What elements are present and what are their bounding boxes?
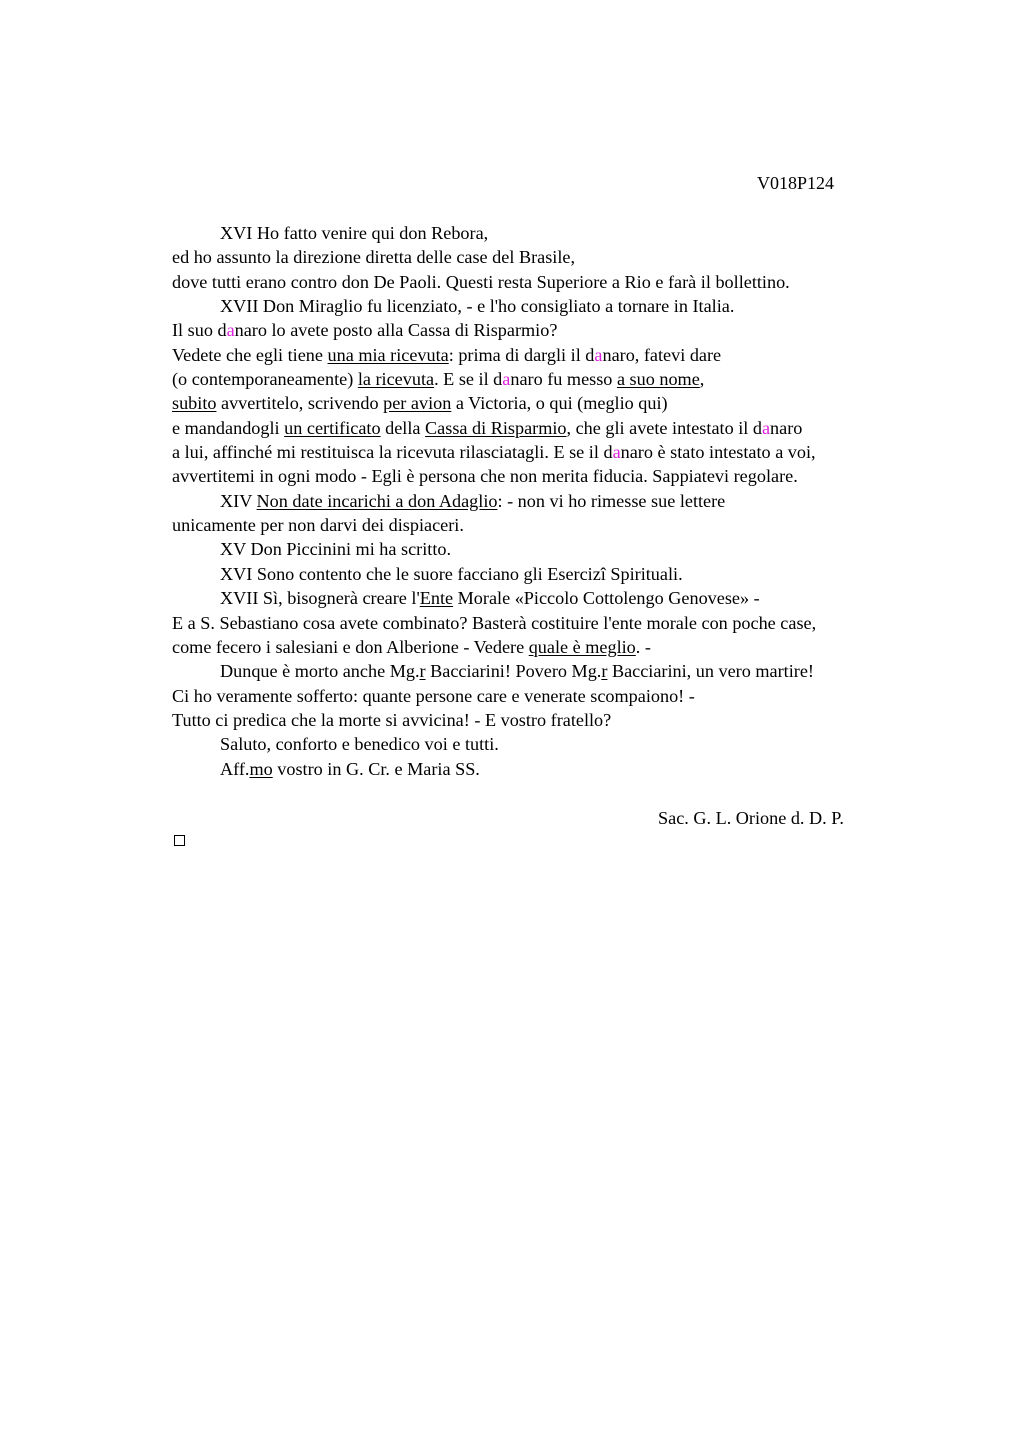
highlighted-letter: a [226, 320, 235, 341]
text-segment: , che gli avete intestato il d [566, 417, 762, 438]
text-segment: naro fu messo [510, 369, 617, 390]
letter-body [172, 221, 932, 781]
end-marker-box [174, 835, 185, 846]
text-line [172, 464, 932, 488]
text-segment: . E se il d [434, 369, 503, 390]
text-line [172, 343, 932, 367]
text-line [172, 270, 932, 294]
text-segment: XVII Sì, bisognerà creare l' [220, 588, 420, 609]
text-segment: come fecero i salesiani e don Alberione - Vedere [172, 636, 529, 657]
text-segment: Ci ho veramente sofferto: quante persone care e venerate scompaiono! - [172, 685, 695, 706]
text-line [172, 367, 932, 391]
underlined-text: Non date incarichi a don Adaglio [256, 490, 498, 511]
text-line [172, 562, 932, 586]
underlined-text: Cassa di Risparmio [425, 417, 567, 438]
text-line [172, 537, 932, 561]
text-segment: a lui, affinché mi restituisca la ricevuta rilasciatagli. E se il d [172, 442, 613, 463]
text-segment: unicamente per non darvi dei dispiaceri. [172, 515, 464, 536]
text-line [172, 635, 932, 659]
text-segment: , [699, 369, 705, 390]
text-segment: naro [770, 417, 803, 438]
text-segment: della [380, 417, 426, 438]
text-segment: naro lo avete posto alla Cassa di Risparmio? [234, 320, 558, 341]
text-line [172, 440, 932, 464]
highlighted-letter: a [612, 442, 621, 463]
text-segment: Bacciarini, un vero martire! [607, 661, 814, 682]
highlighted-letter: a [761, 417, 771, 438]
text-segment: Aff. [220, 758, 250, 779]
underlined-text: r [601, 661, 608, 682]
text-segment: a Victoria, o qui (meglio qui) [451, 393, 668, 414]
text-line [172, 732, 932, 756]
text-segment: Il suo d [172, 320, 227, 341]
text-segment: : - non vi ho rimesse sue lettere [497, 490, 726, 511]
text-segment: vostro in G. Cr. e Maria SS. [272, 758, 480, 779]
underlined-text: per avion [383, 393, 452, 414]
text-segment: Tutto ci predica che la morte si avvicina! - E vostro fratello? [172, 709, 612, 730]
text-line [172, 586, 932, 610]
text-segment: avvertitemi in ogni modo - Egli è persona che non merita fiducia. Sappiatevi regolare. [172, 466, 798, 487]
text-line [172, 416, 932, 440]
text-segment: e mandandogli [172, 417, 285, 438]
text-line [172, 513, 932, 537]
text-segment: E a S. Sebastiano cosa avete combinato? Basterà costituire l'ente morale con poche case, [172, 612, 817, 633]
text-segment: . - [635, 636, 651, 657]
text-line [172, 489, 932, 513]
text-segment: XVI Ho fatto venire qui don Rebora, [220, 223, 489, 243]
page-identifier: V018P124 [757, 173, 835, 193]
text-segment: ed ho assunto la direzione diretta delle case del Brasile, [172, 247, 576, 268]
text-line [172, 611, 932, 635]
underlined-text: subito [172, 393, 217, 414]
text-line [172, 684, 932, 708]
underlined-text: un certificato [284, 417, 381, 438]
underlined-text: a suo nome [616, 369, 700, 390]
text-line [172, 757, 932, 781]
text-line [172, 221, 932, 245]
text-segment: Saluto, conforto e benedico voi e tutti. [220, 734, 499, 755]
text-segment: dove tutti erano contro don De Paoli. Questi resta Superiore a Rio e farà il bollettino. [172, 271, 790, 292]
text-segment: Bacciarini! Povero Mg. [425, 661, 602, 682]
text-segment: Morale «Piccolo Cottolengo Genovese» - [453, 588, 760, 609]
underlined-text: r [419, 661, 426, 682]
text-line [172, 708, 932, 732]
underlined-text: una mia ricevuta [327, 344, 449, 365]
highlighted-letter: a [502, 369, 511, 390]
text-segment: Vedete che egli tiene [172, 344, 328, 365]
highlighted-letter: a [594, 344, 603, 365]
text-line [172, 391, 932, 415]
text-segment: (o contemporaneamente) [172, 369, 358, 390]
underlined-text: Ente [419, 588, 454, 609]
text-segment: naro, fatevi dare [602, 344, 722, 365]
text-segment: avvertitelo, scrivendo [216, 393, 384, 414]
text-line [172, 318, 932, 342]
text-line [172, 294, 932, 318]
underlined-text: mo [249, 758, 273, 779]
text-segment: XV Don Piccinini mi ha scritto. [220, 539, 452, 560]
underlined-text: la ricevuta [357, 369, 435, 390]
text-segment: XVI Sono contento che le suore facciano gli Esercizî Spirituali. [220, 563, 683, 584]
text-line [172, 659, 932, 683]
text-segment: : prima di dargli il d [448, 344, 595, 365]
text-segment: XIV [220, 490, 257, 511]
signature: Sac. G. L. Orione d. D. P. [658, 808, 844, 828]
text-segment: XVII Don Miraglio fu licenziato, - e l'ho consigliato a tornare in Italia. [220, 296, 735, 317]
text-segment: Dunque è morto anche Mg. [220, 661, 420, 682]
underlined-text: quale è meglio [528, 636, 636, 657]
text-line [172, 245, 932, 269]
text-segment: naro è stato intestato a voi, [620, 442, 816, 463]
